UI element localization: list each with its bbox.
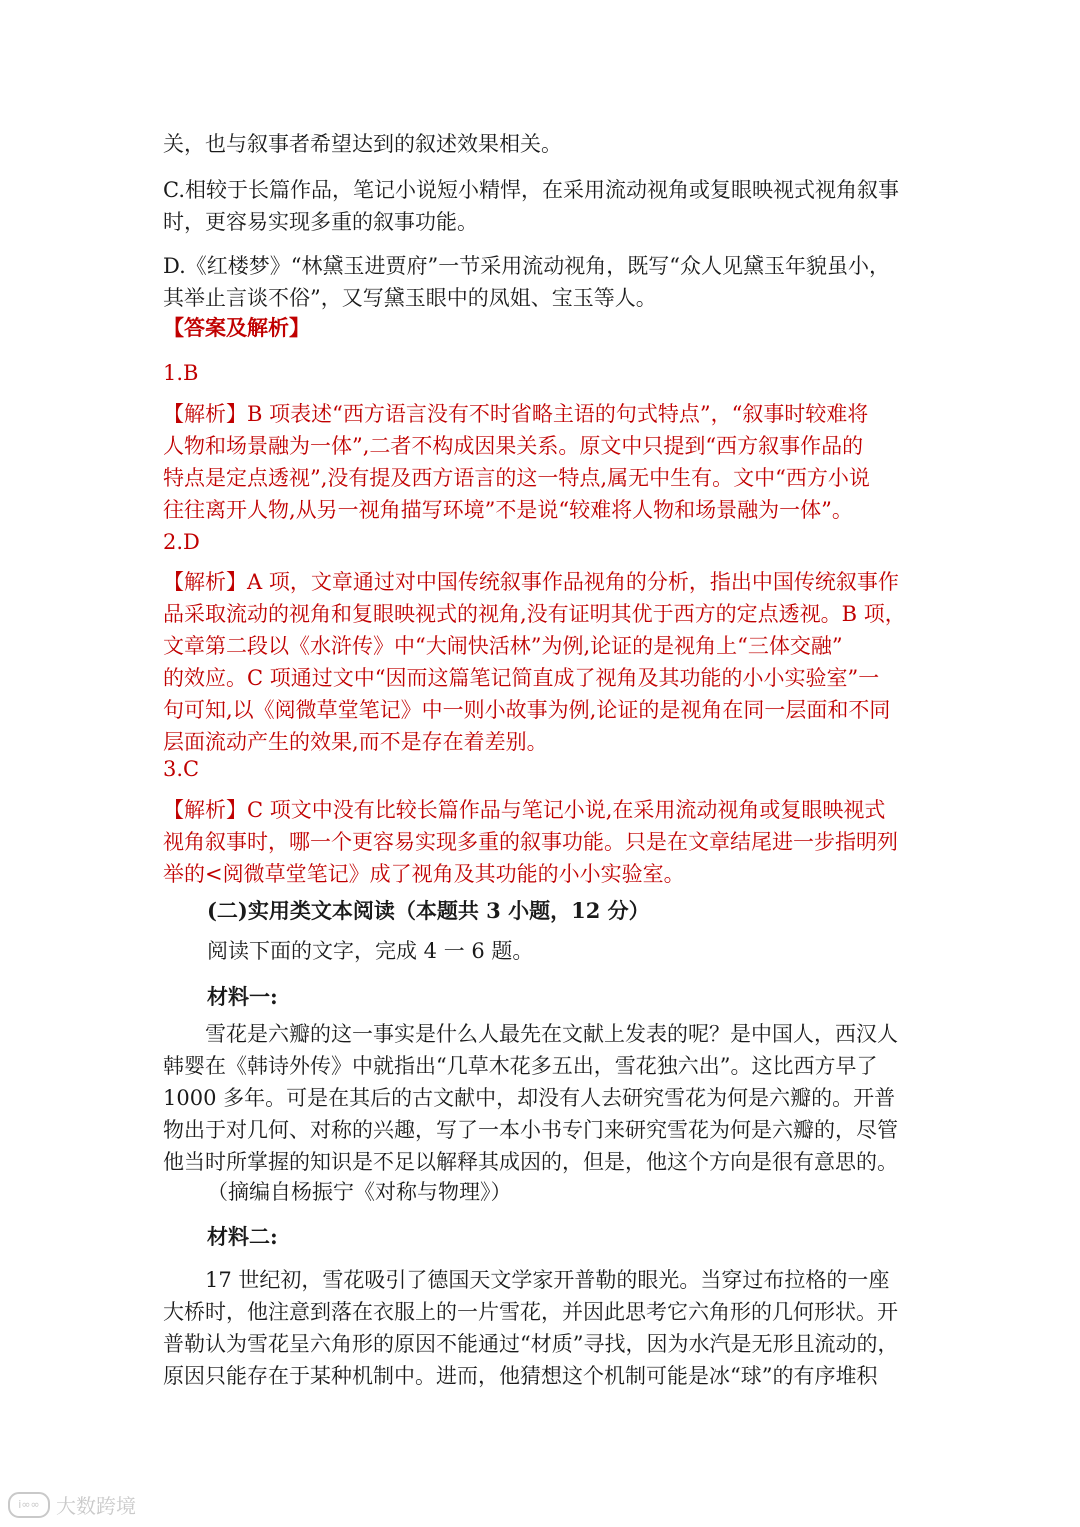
answer-1: 1.B: [163, 361, 199, 385]
answer-3-analysis: 【解析】C 项文中没有比较长篇作品与笔记小说,在采用流动视角或复眼映视式 视角叙事时，哪一个更容易实现多重的叙事功能。只是在文章结尾进一步指明列 举的<阅微草堂笔记》成了视角及其功能的小小实验室。: [163, 798, 898, 886]
material-2-body: 17 世纪初，雪花吸引了德国天文学家开普勒的眼光。当穿过布拉格的一座 大桥时，他注意到落在衣服上的一片雪花，并因此思考它六角形的几何形状。开 普勒认为雪花呈六角形的原因不能通过“材质”寻找，因为水汽是无形且流动的， 原因只能存在于某种机制中。进而，他猜想这个机制可能是冰“球”的有序堆积: [163, 1268, 899, 1388]
answer-3: 3.C: [163, 757, 200, 781]
option-d: D.《红楼梦》“林黛玉进贾府”一节采用流动视角，既写“众人见黛玉年貌虽小， 其举止言谈不俗”，又写黛玉眼中的凤姐、宝玉等人。: [163, 254, 890, 310]
material-2-label: 材料二:: [207, 1224, 278, 1249]
answer-2: 2.D: [163, 530, 200, 554]
material-1-body: 雪花是六瓣的这一事实是什么人最先在文献上发表的呢？是中国人，西汉人 韩婴在《韩诗外传》中就指出“几草木花多五出，雪花独六出”。这比西方早了 1000 多年。可是在其后的古文献中，却没有人去研究雪花为何是六瓣的。开普 物出于对几何、对称的兴趣，写了一本小书专门来研究雪花为何是六瓣的，尽管 他当时所掌握的知识是不足以解释其成因的，但是，他这个方向是很有意思的。: [163, 1022, 898, 1174]
option-b-tail: 关，也与叙事者希望达到的叙述效果相关。: [163, 132, 562, 156]
watermark: [8, 1490, 136, 1519]
brand-logo-icon: i∞∞: [8, 1492, 50, 1518]
section-2-title: (二)实用类文本阅读（本题共 3 小题，12 分）: [207, 898, 650, 923]
option-c: C.相较于长篇作品，笔记小说短小精悍，在采用流动视角或复眼映视式视角叙事 时，更容易实现多重的叙事功能。: [163, 178, 899, 234]
material-1-label: 材料一:: [207, 984, 278, 1009]
answers-heading: 【答案及解析】: [163, 315, 310, 340]
answer-1-analysis: 【解析】B 项表述“西方语言没有不时省略主语的句式特点”，“叙事时较难将 人物和场景融为一体”,二者不构成因果关系。原文中只提到“西方叙事作品的 特点是定点透视”,没有提及西方语言的这一特点,属无中生有。文中“西方小说 往往离开人物,从另一视角描写环境”不是说“较难将人物和场景融为一体”。: [163, 402, 870, 522]
section-2-instruction: 阅读下面的文字，完成 4 一 6 题。: [207, 939, 534, 963]
watermark-text: 大数跨境: [56, 1494, 136, 1518]
material-1-source: （摘编自杨振宁《对称与物理》）: [207, 1180, 512, 1204]
answer-2-analysis: 【解析】A 项，文章通过对中国传统叙事作品视角的分析，指出中国传统叙事作 品采取流动的视角和复眼映视式的视角,没有证明其优于西方的定点透视。B 项， 文章第二段以《水浒传》中“大闹快活林”为例,论证的是视角上“三体交融” 的效应。C 项通过文中“因而这篇笔记简直成了视角及其功能的小小实验室”一 句可知,以《阅微草堂笔记》中一则小故事为例,论证的是视角在同一层面和不同 层面流动产生的效果,而不是存在着差别。: [163, 570, 906, 754]
